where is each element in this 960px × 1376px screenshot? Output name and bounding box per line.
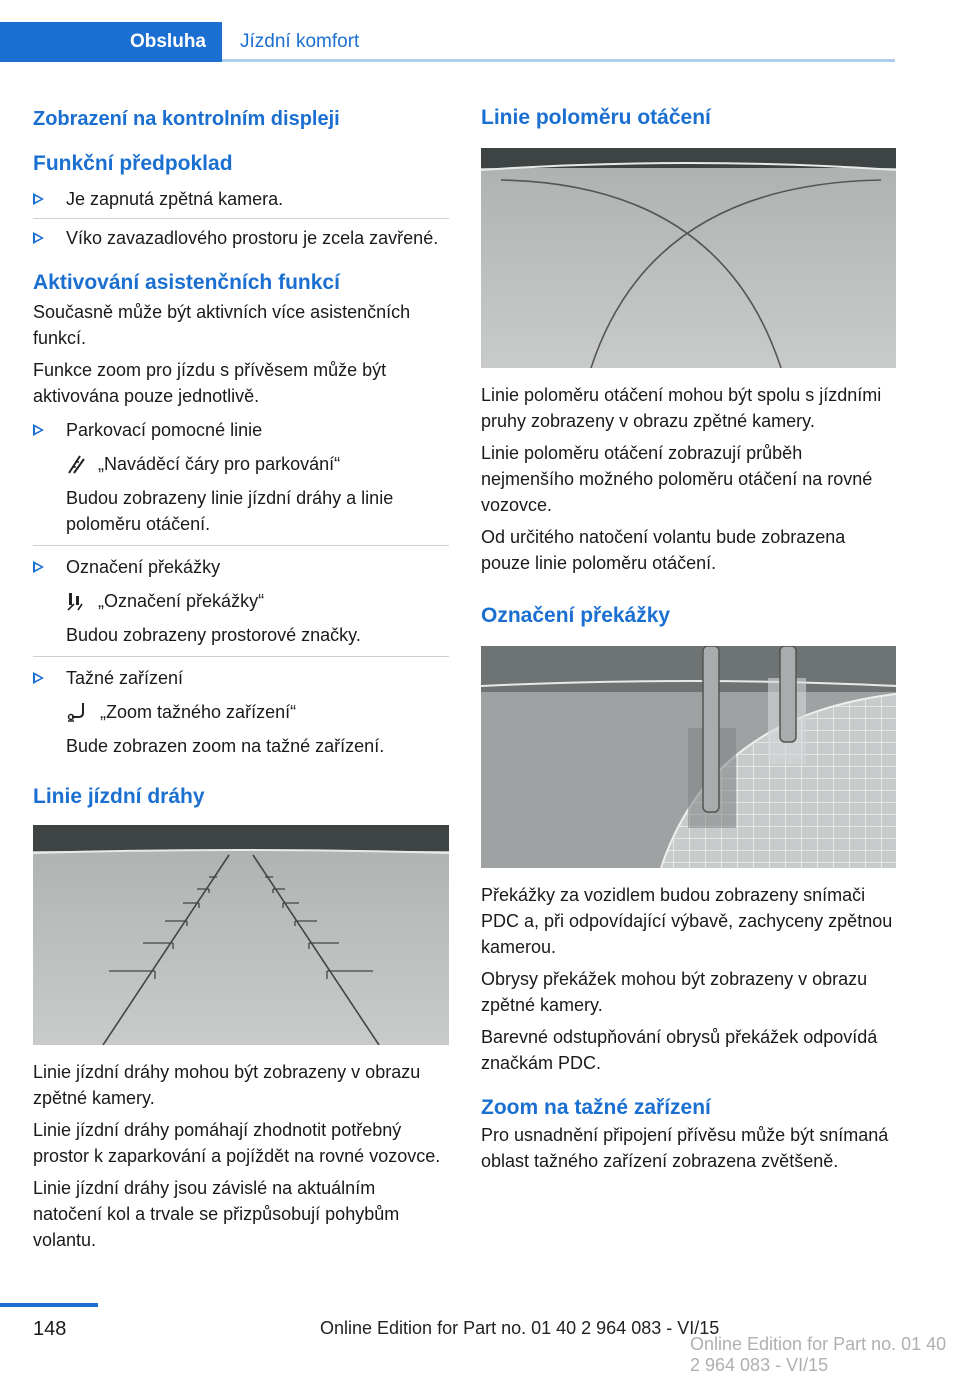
section-heading-driving-lines: Linie jízdní dráhy: [33, 785, 205, 808]
header-divider: [222, 59, 895, 62]
feature-description: Budou zobrazeny prostorové značky.: [66, 625, 361, 645]
feature-label: Označení překážky: [66, 557, 221, 577]
bullet-triangle-icon: [33, 424, 44, 436]
paragraph: Linie jízdní dráhy jsou závislé na aktuálním natočení kol a trvale se přizpůsobují pohybům volantu.: [33, 1178, 400, 1250]
obstacle-marking-image: [481, 646, 896, 868]
tab-obsluha[interactable]: Obsluha: [0, 22, 222, 62]
prerequisites-list: [33, 186, 449, 251]
parking-lines-icon: [66, 453, 86, 475]
driving-lines-image: [33, 825, 449, 1045]
bullet-triangle-icon: [33, 561, 44, 573]
edition-text: Online Edition for Part no. 01 40 2 964 083 - VI/15: [320, 1318, 720, 1338]
left-column: [33, 96, 449, 1253]
right-column: [481, 96, 896, 1174]
obstacle-marking-icon: [66, 590, 86, 612]
menu-item-label[interactable]: „Označení překážky“: [98, 591, 265, 611]
section-heading-turning-radius: Linie poloměru otáčení: [481, 106, 711, 129]
paragraph: Od určitého natočení volantu bude zobrazena pouze linie poloměru otáčení.: [481, 527, 846, 573]
paragraph: Pro usnadnění připojení přívěsu může být snímaná oblast tažného zařízení zobrazena zvětšeně.: [481, 1125, 889, 1171]
features-list: [33, 417, 449, 759]
bullet-triangle-icon: [33, 193, 44, 205]
tow-hitch-icon: [66, 701, 88, 723]
bullet-triangle-icon: [33, 232, 44, 244]
paragraph: Překážky za vozidlem budou zobrazeny snímači PDC a, při odpovídající výbavě, zachyceny zpětnou kamerou.: [481, 885, 893, 957]
feature-item-obstacle: [33, 545, 449, 656]
feature-description: Bude zobrazen zoom na tažné zařízení.: [66, 736, 385, 756]
paragraph: Barevné odstupňování obrysů překážek odpovídá značkám PDC.: [481, 1027, 878, 1073]
tab-jizdni-komfort[interactable]: Jízdní komfort: [240, 31, 360, 52]
feature-item-tow-hitch: [33, 656, 449, 759]
section-heading-obstacle: Označení překážky: [481, 604, 671, 627]
feature-item-parking-lines: [33, 417, 449, 545]
menu-item-label[interactable]: „Zoom tažného zařízení“: [100, 702, 297, 722]
paragraph: Funkce zoom pro jízdu s přívěsem může být aktivována pouze jednotlivě.: [33, 360, 387, 406]
feature-label: Tažné zařízení: [66, 668, 184, 688]
paragraph: Současně může být aktivních více asistenčních funkcí.: [33, 302, 411, 348]
page-title: Zobrazení na kontrolním displeji: [33, 108, 340, 130]
bullet-triangle-icon: [33, 672, 44, 684]
list-item: Víko zavazadlového prostoru je zcela zavřené.: [33, 218, 449, 251]
paragraph: Linie poloměru otáčení mohou být spolu s jízdními pruhy zobrazeny v obrazu zpětné kamery.: [481, 385, 882, 431]
page-number: 148: [33, 1318, 67, 1340]
paragraph: Obrysy překážek mohou být zobrazeny v obrazu zpětné kamery.: [481, 969, 868, 1015]
section-heading-activation: Aktivování asistenčních funkcí: [33, 271, 340, 294]
header-tabs: [0, 22, 895, 62]
paragraph: Linie poloměru otáčení zobrazují průběh nejmenšího možného poloměru otáčení na rovné vozovce.: [481, 443, 873, 515]
section-heading-prerequisites: Funkční předpoklad: [33, 152, 233, 175]
list-item: Je zapnutá zpětná kamera.: [33, 186, 449, 218]
feature-label: Parkovací pomocné linie: [66, 420, 263, 440]
watermark: Online Edition for Part no. 01 40 2 964 083 - VI/15: [690, 1334, 947, 1375]
paragraph: Linie jízdní dráhy pomáhají zhodnotit potřebný prostor k zaparkování a pojíždět na rovné vozovce.: [33, 1120, 441, 1166]
footer-accent-bar: [0, 1303, 98, 1307]
menu-item-label[interactable]: „Naváděcí čáry pro parkování“: [98, 454, 341, 474]
paragraph: Linie jízdní dráhy mohou být zobrazeny v obrazu zpětné kamery.: [33, 1062, 421, 1108]
section-heading-zoom: Zoom na tažné zařízení: [481, 1096, 711, 1119]
feature-description: Budou zobrazeny linie jízdní dráhy a linie poloměru otáčení.: [66, 488, 394, 534]
turning-radius-image: [481, 148, 896, 368]
